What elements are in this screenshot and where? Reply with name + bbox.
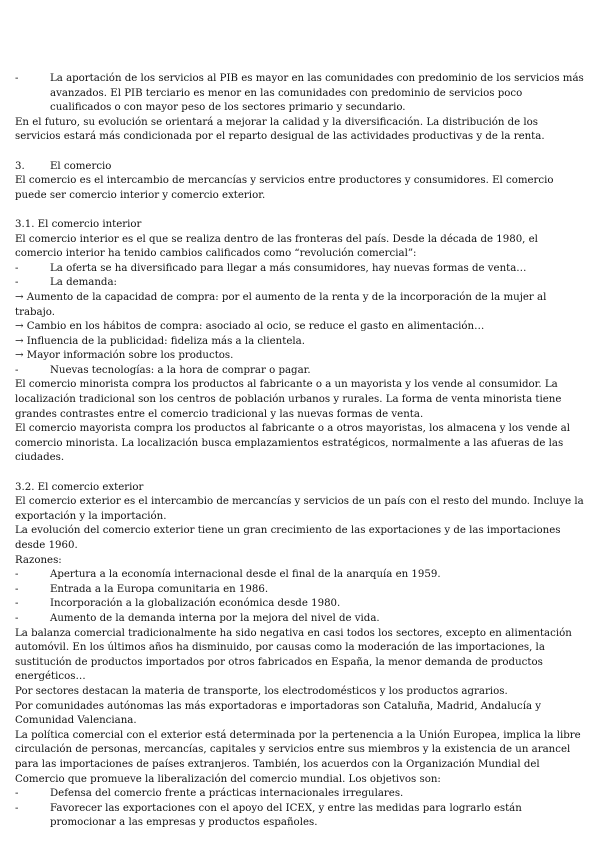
bullet-text: Incorporación a la globalización económica desde 1980. bbox=[50, 598, 341, 610]
bullet-text: La oferta se ha diversificado para llegar a más consumidores, hay nuevas formas de venta… bbox=[50, 262, 527, 274]
bullet-item bbox=[15, 72, 586, 116]
paragraph: El comercio minorista compra los productos al fabricante o a un mayorista y los vende al consumidor. La localización tradicional son los centros de población urbanos y rurales. La forma de venta minorista tiene grandes contrastes entre el comercio tradicional y las nuevas formas de venta. bbox=[15, 379, 562, 420]
bullet-item bbox=[15, 262, 586, 277]
bullet-text: La aportación de los servicios al PIB es mayor en las comunidades con predominio de los servicios más avanzados. El PIB terciario es menor en las comunidades con predominio de servicios poco cualificados o con mayor peso de los sectores primario y secundario. bbox=[50, 73, 584, 114]
bullet-marker: - bbox=[15, 262, 19, 274]
bullet-text: Entrada a la Europa comunitaria en 1986. bbox=[50, 583, 269, 595]
bullet-marker: - bbox=[15, 569, 19, 581]
bullet-marker: - bbox=[15, 364, 19, 376]
bullet-marker: - bbox=[15, 802, 19, 814]
section-title: El comercio bbox=[50, 160, 112, 172]
bullet-item bbox=[15, 612, 586, 627]
bullet-item bbox=[15, 568, 586, 583]
paragraph: El comercio mayorista compra los productos al fabricante o a otros mayoristas, los almacena y los vende al comercio minorista. La localización busca emplazamientos estratégicos, normalmente a las afueras de las ciudades. bbox=[15, 423, 570, 464]
arrow-item: → Cambio en los hábitos de compra: asociado al ocio, se reduce el gasto en alimentación… bbox=[15, 321, 485, 333]
arrow-item: → Aumento de la capacidad de compra: por el aumento de la renta y de la incorporación de la mujer al trabajo. bbox=[15, 291, 547, 318]
bullet-marker: - bbox=[15, 612, 19, 624]
bullet-text: Nuevas tecnologías: a la hora de comprar o pagar. bbox=[50, 364, 311, 376]
section-heading bbox=[15, 160, 586, 175]
bullet-marker: - bbox=[15, 788, 19, 800]
subsection-heading: 3.1. El comercio interior bbox=[15, 218, 142, 230]
paragraph: Razones: bbox=[15, 554, 62, 566]
bullet-item bbox=[15, 787, 586, 802]
bullet-text: La demanda: bbox=[50, 277, 117, 289]
bullet-marker: - bbox=[15, 598, 19, 610]
bullet-item bbox=[15, 276, 586, 291]
bullet-text: Defensa del comercio frente a prácticas internacionales irregulares. bbox=[50, 788, 404, 800]
subsection-heading: 3.2. El comercio exterior bbox=[15, 481, 144, 493]
bullet-item bbox=[15, 364, 586, 379]
section-number: 3. bbox=[15, 160, 25, 172]
bullet-text: Favorecer las exportaciones con el apoyo del ICEX, y entre las medidas para lograrlo están promocionar a las empresas y productos españoles. bbox=[50, 802, 522, 829]
paragraph: Por sectores destacan la materia de transporte, los electrodomésticos y los productos agrarios. bbox=[15, 685, 508, 697]
bullet-marker: - bbox=[15, 583, 19, 595]
paragraph: El comercio es el intercambio de mercancías y servicios entre productores y consumidores. El comercio puede ser comercio interior y comercio exterior. bbox=[15, 175, 554, 201]
bullet-marker: - bbox=[15, 73, 19, 84]
arrow-item: → Influencia de la publicidad: fideliza más a la clientela. bbox=[15, 335, 305, 347]
bullet-item bbox=[15, 597, 586, 612]
bullet-item bbox=[15, 802, 586, 831]
paragraph: La balanza comercial tradicionalmente ha sido negativa en casi todos los sectores, excepto en alimentación automóvil. En los últimos años ha disminuido, por causas como la moderación de las importaciones, la sustitución de productos importados por otros fabricados en España, la menor demanda de productos energéticos… bbox=[15, 627, 572, 683]
paragraph: El comercio interior es el que se realiza dentro de las fronteras del país. Desde la década de 1980, el comercio interior ha tenido cambios calificados como “revolución comercial”: bbox=[15, 233, 538, 260]
paragraph: Por comunidades autónomas las más exportadoras e importadoras son Cataluña, Madrid, Andalucía y Comunidad Valenciana. bbox=[15, 700, 542, 727]
paragraph: La política comercial con el exterior está determinada por la pertenencia a la Unión Europea, implica la libre circulación de personas, mercancías, capitales y servicios entre sus miembros y la existencia de un arancel para las importaciones de países extranjeros. También, los acuerdos con la Organización Mundial del Comercio que promueve la liberalización del comercio mundial. Los objetivos son: bbox=[15, 729, 581, 785]
arrow-item: → Mayor información sobre los productos. bbox=[15, 350, 234, 362]
bullet-item bbox=[15, 583, 586, 598]
paragraph: El comercio exterior es el intercambio de mercancías y servicios de un país con el resto del mundo. Incluye la exportación y la importación. bbox=[15, 496, 584, 522]
paragraph: La evolución del comercio exterior tiene un gran crecimiento de las exportaciones y de las importaciones desde 1960. bbox=[15, 525, 561, 551]
paragraph: En el futuro, su evolución se orientará a mejorar la calidad y la diversificación. La distribución de los servicios estará más condicionada por el reparto desigual de las actividades productivas y de la renta. bbox=[15, 116, 545, 143]
bullet-text: Apertura a la economía internacional desde el final de la anarquía en 1959. bbox=[50, 569, 441, 581]
bullet-text: Aumento de la demanda interna por la mejora del nivel de vida. bbox=[50, 612, 380, 624]
bullet-marker: - bbox=[15, 277, 19, 289]
